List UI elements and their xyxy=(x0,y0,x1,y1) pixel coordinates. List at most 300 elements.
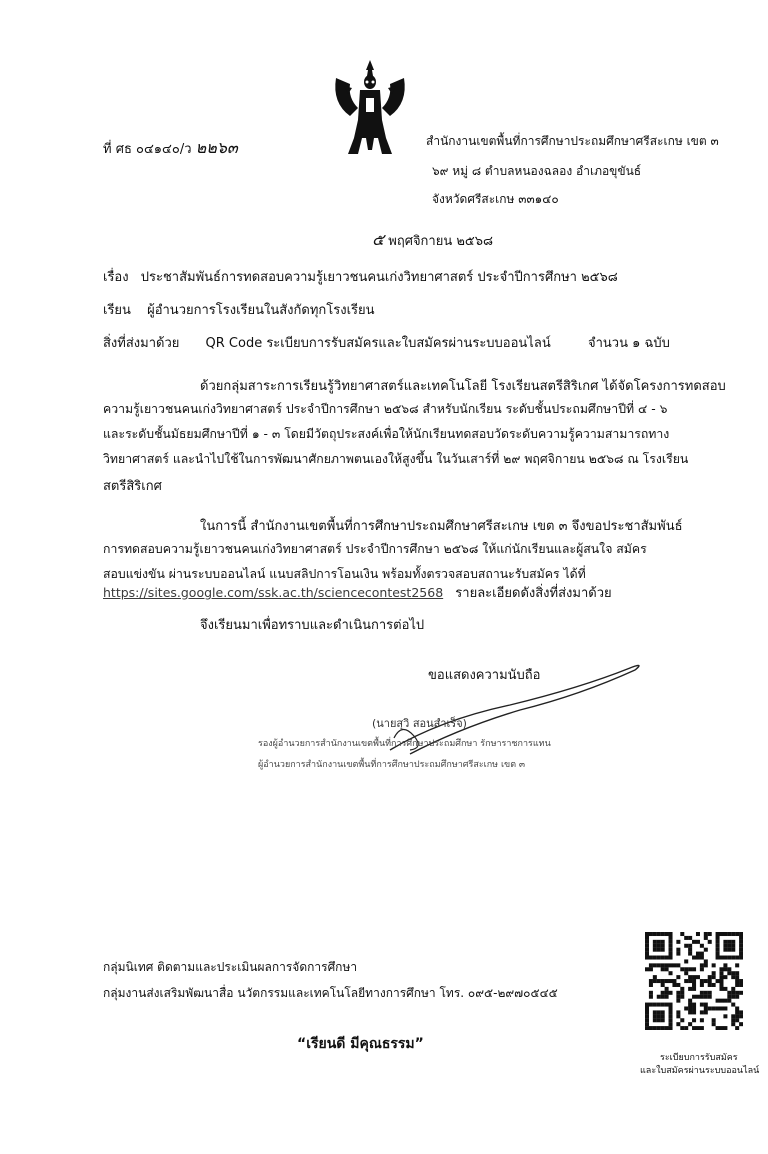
qr-module xyxy=(649,1026,653,1030)
recipient-text: ผู้อำนวยการโรงเรียนในสังกัดทุกโรงเรียน xyxy=(147,303,375,318)
qr-module xyxy=(719,956,723,960)
qr-module xyxy=(669,936,673,940)
qr-module xyxy=(657,1010,661,1014)
qr-module xyxy=(719,1006,723,1010)
qr-module xyxy=(661,963,665,967)
reference-number xyxy=(103,136,238,161)
qr-module xyxy=(735,956,739,960)
qr-module xyxy=(688,1022,692,1026)
subject-label: เรื่อง xyxy=(103,270,129,285)
qr-module xyxy=(653,1026,657,1030)
qr-module xyxy=(735,979,739,983)
qr-module xyxy=(727,991,731,995)
qr-module xyxy=(684,971,688,975)
qr-module xyxy=(727,995,731,999)
qr-module xyxy=(676,983,680,987)
attachment-text: QR Code ระเบียบการรับสมัครและใบสมัครผ่านระบบออนไลน์ xyxy=(205,336,551,351)
qr-module xyxy=(739,956,743,960)
qr-module xyxy=(739,991,743,995)
qr-module xyxy=(719,979,723,983)
qr-module xyxy=(665,967,669,971)
qr-module xyxy=(688,944,692,948)
qr-module xyxy=(676,963,680,967)
qr-module xyxy=(669,940,673,944)
qr-module xyxy=(645,967,649,971)
attachment-count: จำนวน ๑ ฉบับ xyxy=(588,336,670,351)
qr-module xyxy=(727,940,731,944)
closing-salutation: ขอแสดงความนับถือ xyxy=(428,668,541,683)
qr-code[interactable] xyxy=(645,932,743,1030)
link-line xyxy=(103,582,612,603)
qr-module xyxy=(645,936,649,940)
qr-module xyxy=(669,952,673,956)
qr-module xyxy=(649,932,653,936)
qr-module xyxy=(739,944,743,948)
qr-module xyxy=(645,1010,649,1014)
attachment-label: สิ่งที่ส่งมาด้วย xyxy=(103,336,180,351)
qr-module xyxy=(657,944,661,948)
qr-module xyxy=(653,1014,657,1018)
qr-module xyxy=(669,932,673,936)
qr-module xyxy=(669,1003,673,1007)
qr-module xyxy=(700,1010,704,1014)
qr-module xyxy=(661,991,665,995)
qr-module xyxy=(665,956,669,960)
qr-module xyxy=(676,995,680,999)
qr-module xyxy=(653,932,657,936)
qr-module xyxy=(645,1026,649,1030)
qr-module xyxy=(716,952,720,956)
qr-module xyxy=(719,987,723,991)
qr-module xyxy=(669,956,673,960)
qr-module xyxy=(688,999,692,1003)
qr-module xyxy=(723,987,727,991)
qr-module xyxy=(739,979,743,983)
qr-module xyxy=(688,1003,692,1007)
qr-module xyxy=(680,1026,684,1030)
qr-module xyxy=(731,940,735,944)
qr-module xyxy=(657,948,661,952)
qr-module xyxy=(688,1006,692,1010)
qr-module xyxy=(688,987,692,991)
qr-module xyxy=(708,940,712,944)
qr-module xyxy=(712,1018,716,1022)
qr-module xyxy=(716,944,720,948)
qr-module xyxy=(731,944,735,948)
qr-module xyxy=(692,1026,696,1030)
qr-module xyxy=(739,952,743,956)
qr-module xyxy=(669,1010,673,1014)
qr-module xyxy=(661,1010,665,1014)
qr-module xyxy=(708,1006,712,1010)
qr-module xyxy=(653,956,657,960)
qr-module xyxy=(716,940,720,944)
qr-module xyxy=(731,1014,735,1018)
qr-module xyxy=(680,991,684,995)
qr-module xyxy=(727,944,731,948)
qr-module xyxy=(739,1022,743,1026)
qr-module xyxy=(719,1026,723,1030)
qr-module xyxy=(676,940,680,944)
registration-link[interactable]: https://sites.google.com/ssk.ac.th/sciencecontest2568 xyxy=(103,585,444,600)
qr-module xyxy=(657,979,661,983)
qr-module xyxy=(665,963,669,967)
qr-module xyxy=(645,952,649,956)
qr-module xyxy=(739,932,743,936)
qr-module xyxy=(727,932,731,936)
qr-module xyxy=(684,1006,688,1010)
qr-module xyxy=(735,1006,739,1010)
qr-module xyxy=(696,995,700,999)
qr-module xyxy=(661,995,665,999)
qr-caption-1: ระเบียบการรับสมัคร xyxy=(660,1053,738,1063)
qr-module xyxy=(735,995,739,999)
qr-module xyxy=(692,940,696,944)
qr-module xyxy=(739,1010,743,1014)
qr-module xyxy=(649,995,653,999)
qr-module xyxy=(645,1003,649,1007)
qr-module xyxy=(669,971,673,975)
qr-module xyxy=(669,1018,673,1022)
qr-module xyxy=(712,1006,716,1010)
qr-module xyxy=(692,975,696,979)
qr-module xyxy=(649,991,653,995)
qr-module xyxy=(676,975,680,979)
qr-module xyxy=(661,983,665,987)
qr-module xyxy=(731,1018,735,1022)
qr-module xyxy=(649,983,653,987)
qr-module xyxy=(649,967,653,971)
qr-module xyxy=(704,948,708,952)
qr-module xyxy=(688,979,692,983)
closing-request: จึงเรียนมาเพื่อทราบและดำเนินการต่อไป xyxy=(200,618,425,633)
footer-department-1: กลุ่มนิเทศ ติดตามและประเมินผลการจัดการศึกษา xyxy=(103,960,358,974)
office-name: สำนักงานเขตพื้นที่การศึกษาประถมศึกษาศรีสะเกษ เขต ๓ xyxy=(426,134,719,148)
qr-module xyxy=(700,1026,704,1030)
paragraph-line: ในการนี้ สำนักงานเขตพื้นที่การศึกษาประถมศึกษาศรีสะเกษ เขต ๓ จึงขอประชาสัมพันธ์ xyxy=(200,519,683,534)
qr-module xyxy=(649,963,653,967)
qr-module xyxy=(708,983,712,987)
qr-module xyxy=(723,1026,727,1030)
qr-module xyxy=(731,975,735,979)
qr-module xyxy=(692,1010,696,1014)
qr-module xyxy=(684,944,688,948)
qr-module xyxy=(704,995,708,999)
link-suffix-text: รายละเอียดดังสิ่งที่ส่งมาด้วย xyxy=(455,586,612,601)
qr-module xyxy=(669,944,673,948)
signatory-position-2: ผู้อำนวยการสำนักงานเขตพื้นที่การศึกษาประถมศึกษาศรีสะเกษ เขต ๓ xyxy=(258,760,526,770)
paragraph-line: ความรู้เยาวชนคนเก่งวิทยาศาสตร์ ประจำปีการศึกษา ๒๕๖๘ สำหรับนักเรียน ระดับชั้นประถมศึกษาปีที่ ๔ - ๖ xyxy=(103,402,668,416)
qr-module xyxy=(723,967,727,971)
qr-module xyxy=(688,936,692,940)
qr-module xyxy=(669,1014,673,1018)
qr-module xyxy=(731,948,735,952)
qr-module xyxy=(716,956,720,960)
qr-module xyxy=(657,963,661,967)
qr-module xyxy=(735,1010,739,1014)
qr-module xyxy=(700,979,704,983)
qr-module xyxy=(680,1018,684,1022)
paragraph-line: สอบแข่งขัน ผ่านระบบออนไลน์ แนบสลิปการโอนเงิน พร้อมทั้งตรวจสอบสถานะรับสมัคร ได้ที่ xyxy=(103,567,586,581)
qr-module xyxy=(665,979,669,983)
qr-module xyxy=(680,995,684,999)
qr-module xyxy=(669,1006,673,1010)
qr-module xyxy=(723,956,727,960)
qr-module xyxy=(727,999,731,1003)
qr-module xyxy=(688,948,692,952)
qr-module xyxy=(708,995,712,999)
qr-module xyxy=(653,979,657,983)
qr-module xyxy=(712,971,716,975)
qr-module xyxy=(731,987,735,991)
qr-module xyxy=(727,967,731,971)
qr-module xyxy=(661,979,665,983)
qr-module xyxy=(653,1018,657,1022)
qr-module xyxy=(692,1003,696,1007)
qr-module xyxy=(700,963,704,967)
qr-module xyxy=(661,967,665,971)
qr-module xyxy=(719,975,723,979)
footer-department-2: กลุ่มงานส่งเสริมพัฒนาสื่อ นวัตกรรมและเทคโนโลยีทางการศึกษา โทร. ๐๙๕-๒๙๗๐๕๔๕ xyxy=(103,986,558,1000)
date-month-year: พฤศจิกายน ๒๕๖๘ xyxy=(388,234,494,249)
qr-module xyxy=(731,1003,735,1007)
qr-module xyxy=(665,932,669,936)
qr-module xyxy=(704,959,708,963)
qr-module xyxy=(723,975,727,979)
qr-module xyxy=(708,991,712,995)
signatory-position-1: รองผู้อำนวยการสำนักงานเขตพื้นที่การศึกษาประถมศึกษา รักษาราชการแทน xyxy=(258,739,551,749)
qr-module xyxy=(661,1018,665,1022)
qr-module xyxy=(676,1022,680,1026)
qr-module xyxy=(735,991,739,995)
qr-module xyxy=(700,956,704,960)
qr-module xyxy=(708,975,712,979)
qr-module xyxy=(700,952,704,956)
qr-module xyxy=(735,971,739,975)
attachment-line xyxy=(103,332,551,353)
qr-module xyxy=(653,1003,657,1007)
qr-module xyxy=(739,936,743,940)
qr-module xyxy=(684,979,688,983)
qr-module xyxy=(680,967,684,971)
qr-module xyxy=(657,1018,661,1022)
qr-module xyxy=(696,975,700,979)
qr-module xyxy=(676,948,680,952)
qr-module xyxy=(700,983,704,987)
qr-module xyxy=(692,967,696,971)
qr-module xyxy=(653,940,657,944)
qr-module xyxy=(680,932,684,936)
qr-caption-2: และใบสมัครผ่านระบบออนไลน์ xyxy=(640,1066,760,1076)
qr-module xyxy=(653,963,657,967)
qr-module xyxy=(696,932,700,936)
qr-module xyxy=(692,956,696,960)
qr-module xyxy=(716,932,720,936)
qr-module xyxy=(735,963,739,967)
qr-module xyxy=(692,983,696,987)
qr-module xyxy=(727,948,731,952)
qr-module xyxy=(723,932,727,936)
paragraph-line: การทดสอบความรู้เยาวชนคนเก่งวิทยาศาสตร์ ประจำปีการศึกษา ๒๕๖๘ ให้แก่นักเรียนและผู้สนใจ สมัคร xyxy=(103,542,647,556)
qr-module xyxy=(645,1022,649,1026)
qr-module xyxy=(645,932,649,936)
qr-module xyxy=(704,932,708,936)
qr-module xyxy=(704,1010,708,1014)
qr-module xyxy=(657,1003,661,1007)
qr-module xyxy=(731,971,735,975)
qr-module xyxy=(645,956,649,960)
qr-module xyxy=(672,979,676,983)
subject-text: ประชาสัมพันธ์การทดสอบความรู้เยาวชนคนเก่งวิทยาศาสตร์ ประจำปีการศึกษา ๒๕๖๘ xyxy=(140,270,618,285)
qr-module xyxy=(661,956,665,960)
qr-module xyxy=(696,940,700,944)
qr-module xyxy=(692,1018,696,1022)
qr-module xyxy=(723,963,727,967)
qr-module xyxy=(645,1014,649,1018)
qr-module xyxy=(704,1006,708,1010)
qr-module xyxy=(739,948,743,952)
qr-module xyxy=(657,932,661,936)
qr-module xyxy=(684,967,688,971)
qr-module xyxy=(665,995,669,999)
qr-module xyxy=(723,999,727,1003)
qr-module xyxy=(704,991,708,995)
qr-module xyxy=(649,979,653,983)
recipient-label: เรียน xyxy=(103,303,131,318)
paragraph-line: และระดับชั้นมัธยมศึกษาปีที่ ๑ - ๓ โดยมีวัตถุประสงค์เพื่อให้นักเรียนทดสอบวัดระดับความรู้ความสามารถทาง xyxy=(103,427,670,441)
qr-module xyxy=(676,1014,680,1018)
qr-module xyxy=(669,979,673,983)
qr-module xyxy=(700,991,704,995)
qr-module xyxy=(692,995,696,999)
qr-module xyxy=(739,1014,743,1018)
qr-module xyxy=(661,1026,665,1030)
qr-module xyxy=(735,1014,739,1018)
qr-module xyxy=(731,956,735,960)
reference-number-prefix: ที่ ศธ ๐๔๑๔๐/ว xyxy=(103,142,192,157)
qr-module xyxy=(712,975,716,979)
qr-module xyxy=(680,987,684,991)
qr-module xyxy=(731,1022,735,1026)
paragraph-line: สตรีสิริเกศ xyxy=(103,479,162,494)
qr-module xyxy=(676,952,680,956)
qr-module xyxy=(731,932,735,936)
qr-module xyxy=(653,1010,657,1014)
qr-module xyxy=(719,967,723,971)
qr-module xyxy=(700,1018,704,1022)
qr-module xyxy=(696,952,700,956)
qr-module xyxy=(657,940,661,944)
qr-module xyxy=(700,967,704,971)
qr-module xyxy=(688,975,692,979)
signatory-name: (นายสุวิ สอนสำเร็จ) xyxy=(372,717,467,730)
qr-module xyxy=(661,948,665,952)
document-date xyxy=(372,228,493,253)
qr-module xyxy=(704,1003,708,1007)
qr-module xyxy=(716,1006,720,1010)
qr-module xyxy=(669,991,673,995)
qr-module xyxy=(676,991,680,995)
office-address-line2: จังหวัดศรีสะเกษ ๓๓๑๔๐ xyxy=(432,192,559,206)
qr-module xyxy=(696,1026,700,1030)
qr-module xyxy=(731,991,735,995)
qr-module xyxy=(739,983,743,987)
qr-module xyxy=(704,963,708,967)
qr-module xyxy=(735,983,739,987)
qr-module xyxy=(716,948,720,952)
recipient-line xyxy=(103,299,375,320)
qr-module xyxy=(704,936,708,940)
qr-module xyxy=(653,948,657,952)
qr-module xyxy=(669,1022,673,1026)
qr-module xyxy=(665,1026,669,1030)
qr-module xyxy=(653,944,657,948)
qr-module xyxy=(719,932,723,936)
qr-module xyxy=(684,959,688,963)
qr-module xyxy=(684,936,688,940)
qr-module xyxy=(665,1003,669,1007)
qr-module xyxy=(669,963,673,967)
qr-module xyxy=(735,1018,739,1022)
reference-number-handwritten: ๒๒๖๓ xyxy=(195,138,238,157)
qr-module xyxy=(700,995,704,999)
qr-module xyxy=(735,975,739,979)
qr-module xyxy=(700,944,704,948)
qr-module xyxy=(704,979,708,983)
qr-module xyxy=(712,963,716,967)
qr-module xyxy=(665,987,669,991)
subject-line xyxy=(103,266,618,287)
qr-module xyxy=(688,1010,692,1014)
qr-module xyxy=(723,1006,727,1010)
qr-module xyxy=(661,1003,665,1007)
qr-module xyxy=(739,940,743,944)
qr-module xyxy=(719,999,723,1003)
qr-module xyxy=(657,995,661,999)
qr-module xyxy=(716,979,720,983)
qr-module xyxy=(692,979,696,983)
qr-module xyxy=(661,1014,665,1018)
qr-module xyxy=(727,971,731,975)
qr-module xyxy=(719,983,723,987)
qr-module xyxy=(676,999,680,1003)
qr-module xyxy=(653,975,657,979)
paragraph-line: ด้วยกลุ่มสาระการเรียนรู้วิทยาศาสตร์และเทคโนโลยี โรงเรียนสตรีสิริเกศ ได้จัดโครงการทดสอบ xyxy=(200,379,726,394)
qr-module xyxy=(727,956,731,960)
qr-module xyxy=(712,1022,716,1026)
qr-module xyxy=(657,1026,661,1030)
qr-module xyxy=(708,932,712,936)
qr-module xyxy=(684,1026,688,1030)
school-motto: “เรียนดี มีคุณธรรม” xyxy=(297,1036,424,1052)
qr-module xyxy=(723,944,727,948)
paragraph-line: วิทยาศาสตร์ และนำไปใช้ในการพัฒนาศักยภาพตนเองให้สูงขึ้น ในวันเสาร์ที่ ๒๙ พฤศจิกายน ๒๕๖๘ ณ โรงเรียน xyxy=(103,452,689,466)
qr-module xyxy=(661,940,665,944)
qr-module xyxy=(645,944,649,948)
qr-module xyxy=(708,979,712,983)
qr-module xyxy=(672,983,676,987)
qr-module xyxy=(657,956,661,960)
qr-module xyxy=(649,956,653,960)
qr-module xyxy=(669,1026,673,1030)
qr-module xyxy=(696,956,700,960)
qr-module xyxy=(723,940,727,944)
qr-module xyxy=(672,963,676,967)
qr-module xyxy=(661,944,665,948)
qr-module xyxy=(731,995,735,999)
qr-module xyxy=(688,952,692,956)
qr-module xyxy=(716,999,720,1003)
